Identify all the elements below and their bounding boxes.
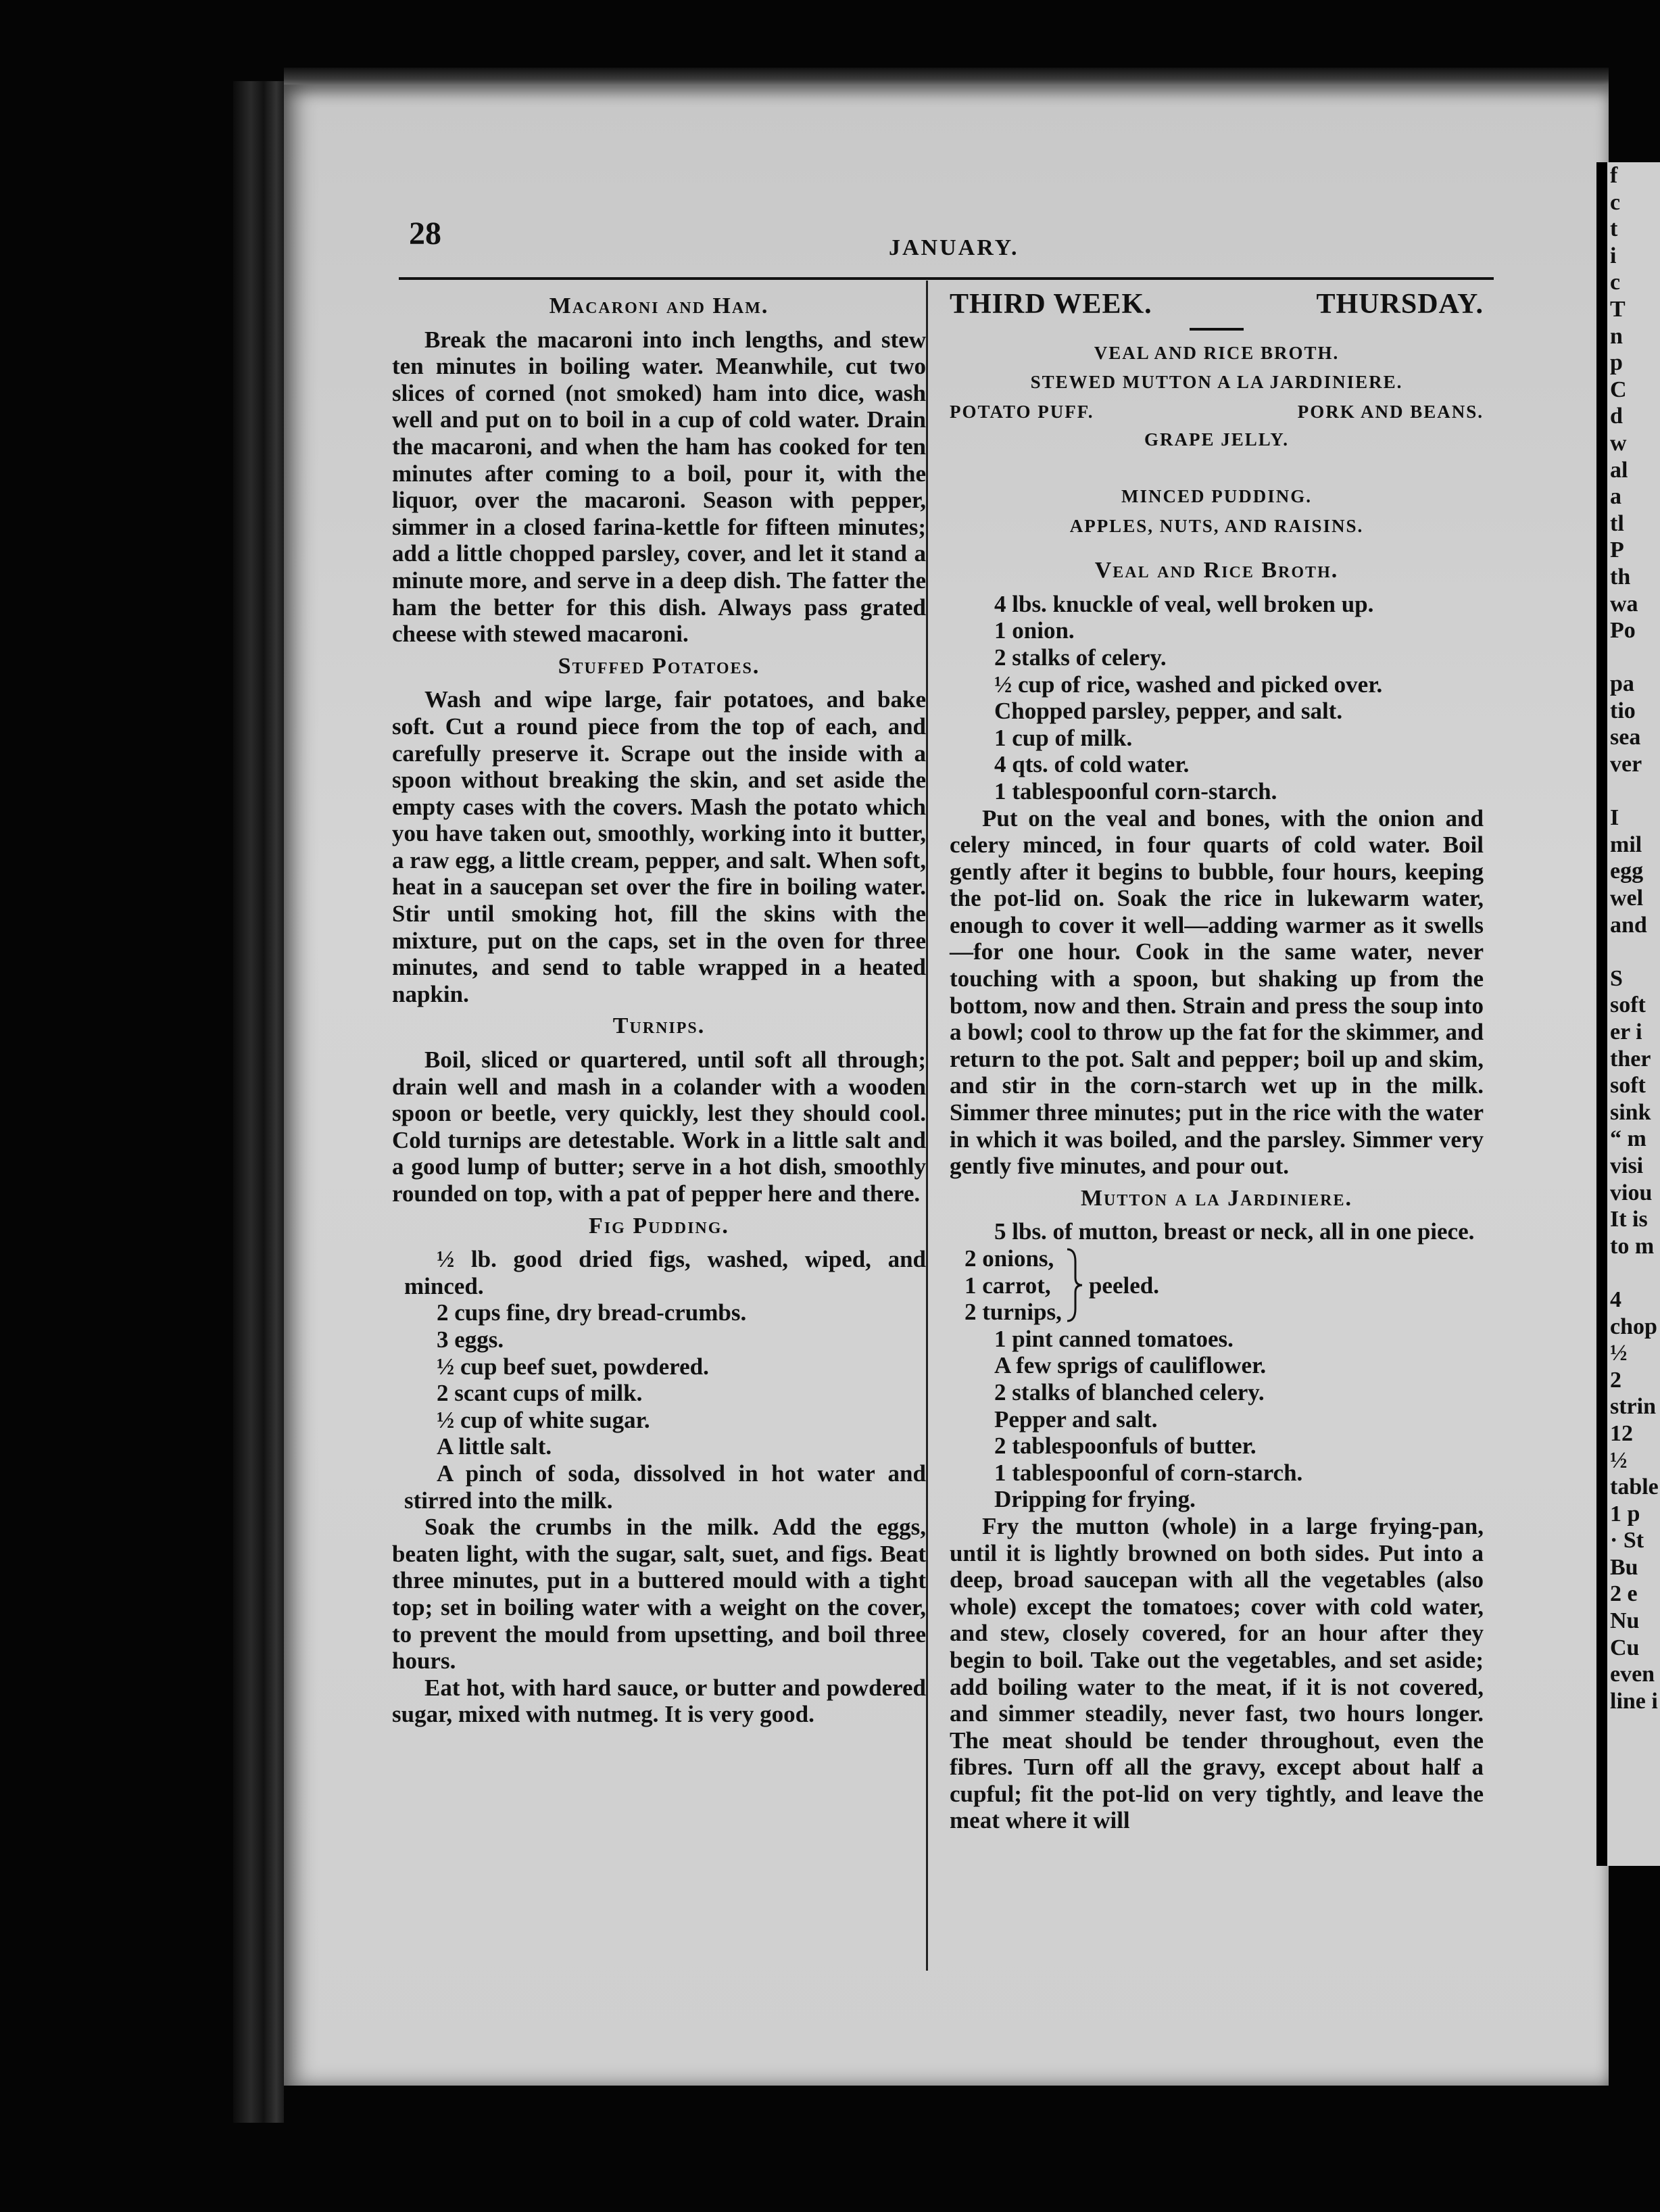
menu-spacer (950, 456, 1484, 482)
next-page-fragment: mil (1610, 832, 1642, 857)
next-page-fragment: pa (1610, 671, 1634, 697)
brace-items (965, 1245, 1062, 1326)
next-page-fragment: d (1610, 404, 1623, 429)
menu-item: APPLES, NUTS, AND RAISINS. (1069, 515, 1364, 536)
ingredient: 2 onions, (965, 1245, 1054, 1272)
next-page-fragment: Cu (1610, 1635, 1640, 1660)
next-page-fragment: wa (1610, 591, 1638, 617)
next-page-fragment: T (1610, 296, 1626, 322)
next-page-fragment: p (1610, 350, 1623, 376)
next-page-fragment: Bu (1610, 1554, 1638, 1580)
next-page-fragment: C (1610, 377, 1627, 402)
ingredient: A few sprigs of cauliflower. (994, 1352, 1267, 1379)
recipe-text-macaroni: Break the macaroni into inch lengths, and stew ten minutes in boiling water. Meanwhile, cut two slices of corned (not smoked) ham into dice, wash well and put on to boil in a cup of cold water. Drain the macaroni, and when the ham has cooked for ten minutes after coming to a boil, pour it, with the liquor, over the macaroni. Season with pepper, simmer in a closed farina-kettle for fifteen minutes; add a little chopped parsley, cover, and let it stand a minute more, and serve in a deep dish. The fatter the ham the better for this dish. Always pass grated cheese with stewed macaroni. (392, 326, 926, 648)
next-page-fragment: “ m (1610, 1126, 1646, 1152)
recipe-title-turnips: Turnips. (612, 1013, 706, 1039)
recipe-text-stuffed-potatoes: Wash and wipe large, fair potatoes, and bake soft. Cut a round piece from the top of each, and carefully preserve it. Scrape out the inside with a spoon without breaking the skin, and set aside the empty cases with the covers. Mash the potato which you have taken out, smoothly, working into it butter, a raw egg, a little cream, pepper, and salt. When soft, heat in a saucepan set over the fire in boiling water. Stir until smoking hot, fill the skins with the mixture, put on the caps, set in the oven for three minutes, and send to table wrapped in a heated napkin. (392, 686, 926, 1007)
ingredient: Pepper and salt. (994, 1405, 1158, 1433)
next-page-fragment: f (1610, 163, 1618, 188)
next-page-fragment: table (1610, 1474, 1659, 1500)
recipe-text-turnips: Boil, sliced or quartered, until soft all through; drain well and mash in a colander with a wooden spoon or beetle, very quickly, lest they should cool. Cold turnips are detestable. Work in a little salt and a good lump of butter; serve in a hot dish, smoothly rounded on top, with a pat of pepper here and there. (392, 1047, 926, 1207)
next-page-fragment: ½ (1610, 1447, 1628, 1473)
ingredient: 1 carrot, (965, 1272, 1051, 1299)
ingredient-list-fig-pudding (392, 1246, 926, 1514)
ingredient: Chopped parsley, pepper, and salt. (994, 698, 1343, 725)
next-page-fragment: sink (1610, 1099, 1651, 1125)
ingredient: 2 scant cups of milk. (437, 1380, 643, 1407)
next-page-fragment: ver (1610, 752, 1642, 777)
ingredient: 2 tablespoonfuls of butter. (994, 1433, 1256, 1460)
book-top-edge (284, 68, 1609, 87)
next-page-fragment: chop (1610, 1314, 1657, 1339)
week-day-heading (950, 291, 1484, 318)
next-page-fragment: sea (1610, 725, 1641, 750)
menu-item: VEAL AND RICE BROTH. (1094, 342, 1340, 363)
recipe-title-macaroni: Macaroni and Ham. (549, 293, 769, 318)
next-page-fragment: 2 e (1610, 1581, 1638, 1607)
next-page-fragment: egg (1610, 859, 1644, 884)
next-page-fragment: viou (1610, 1180, 1653, 1205)
next-page-fragment: to m (1610, 1233, 1655, 1259)
next-page-fragment: w (1610, 430, 1627, 456)
page-number: 28 (409, 216, 441, 251)
next-page-fragment: n (1610, 323, 1623, 349)
menu-item: PORK AND BEANS. (1297, 401, 1484, 422)
next-page-fragment: tl (1610, 510, 1624, 536)
day-label: THURSDAY. (1316, 289, 1484, 320)
next-page-fragment: 4 (1610, 1287, 1621, 1312)
menu-row (950, 399, 1484, 426)
ingredient: 5 lbs. of mutton, breast or neck, all in one piece. (994, 1218, 1475, 1245)
ingredient: ½ cup beef suet, powdered. (437, 1353, 709, 1380)
ingredient: A little salt. (437, 1433, 552, 1460)
ingredient: ½ cup of rice, washed and picked over. (994, 671, 1383, 698)
ingredient: 2 cups fine, dry bread-crumbs. (437, 1299, 747, 1326)
next-page-fragment (1607, 644, 1660, 671)
recipe-method-fig-pudding: Soak the crumbs in the milk. Add the eggs, beaten light, with the sugar, salt, suet, and figs. Beat three minutes, put in a buttered mould with a tight top; set in boiling water with a weight on the cover, to prevent the mould from upsetting, and boil three hours. (392, 1514, 926, 1675)
next-page-fragment: wel (1610, 886, 1644, 911)
ingredient: 3 eggs. (437, 1326, 504, 1353)
recipe-title-veal-broth: Veal and Rice Broth. (1094, 558, 1339, 583)
next-page-fragment: line i (1610, 1688, 1658, 1714)
next-page-fragment: It is (1610, 1207, 1648, 1232)
next-page-fragment: Nu (1610, 1608, 1640, 1634)
next-page-fragment: · St (1610, 1528, 1644, 1554)
next-page-fragment: even (1610, 1662, 1655, 1687)
next-page-fragment: 2 (1610, 1367, 1621, 1393)
recipe-title-mutton: Mutton a la Jardiniere. (1080, 1185, 1353, 1211)
running-head: JANUARY. (889, 235, 1019, 260)
ingredient: 1 tablespoonful of corn-starch. (994, 1459, 1303, 1486)
menu-rule (1190, 328, 1244, 331)
ingredient: 1 tablespoonful corn-starch. (994, 777, 1277, 804)
ingredient-list-mutton (950, 1326, 1484, 1513)
next-page-fragment (1607, 778, 1660, 805)
next-page-fragment: 1 p (1610, 1501, 1640, 1526)
recipe-title-fig-pudding: Fig Pudding. (589, 1213, 729, 1239)
next-page-fragment: and (1610, 912, 1647, 938)
next-page-fragment: P (1610, 537, 1624, 563)
menu (950, 340, 1484, 540)
next-page-fragment: Po (1610, 618, 1636, 644)
right-column (950, 287, 1484, 1834)
ingredient: 4 qts. of cold water. (994, 751, 1190, 778)
next-page-fragment: I (1610, 805, 1619, 831)
ingredient: 2 turnips, (965, 1299, 1062, 1326)
next-page-fragment: al (1610, 457, 1628, 483)
next-page-fragment: c (1610, 270, 1621, 295)
ingredient: ½ lb. good dried figs, washed, wiped, and minced. (404, 1246, 926, 1299)
menu-item: STEWED MUTTON A LA JARDINIERE. (1030, 372, 1403, 393)
peeled-vegetables-group (950, 1245, 1484, 1326)
ingredient: 4 lbs. knuckle of veal, well broken up. (994, 590, 1374, 617)
menu-item: GRAPE JELLY. (1144, 429, 1290, 450)
next-page-fragment: ½ (1610, 1341, 1628, 1366)
ingredient: 2 stalks of blanched celery. (994, 1378, 1265, 1405)
week-label: THIRD WEEK. (950, 289, 1152, 320)
ingredient-list-veal-broth (950, 591, 1484, 805)
next-page-fragment: er i (1610, 1019, 1642, 1044)
next-page-fragment: soft (1610, 1073, 1646, 1099)
next-page-fragment: soft (1610, 992, 1646, 1018)
next-page-fragment: S (1610, 965, 1623, 991)
ingredient: ½ cup of white sugar. (437, 1406, 650, 1433)
ingredient: A pinch of soda, dissolved in hot water and stirred into the milk. (404, 1460, 926, 1514)
menu-item: POTATO PUFF. (950, 401, 1094, 422)
next-page-fragment: 12 (1610, 1420, 1633, 1446)
next-page-fragment: i (1610, 243, 1617, 268)
ingredient: 2 stalks of celery. (994, 644, 1167, 671)
next-page-fragment: visi (1610, 1153, 1644, 1178)
recipe-method-veal-broth: Put on the veal and bones, with the onion and celery minced, in four quarts of cold water. Boil gently after it begins to bubble, four hours, keeping the pot-lid on. Soak the rice in lukewarm water, enough to cover it well—adding warmer as it swells—for one hour. Cook in the same water, never touching with a spoon, but shaking up from the bottom, now and then. Strain and press the soup into a bowl; cool to throw up the fat for the skimmer, and return to the pot. Salt and pepper; boil up and skim, and stir in the corn-starch wet up in the milk. Simmer three minutes; put in the rice with the water in which it was boiled, and the parsley. Simmer very gently five minutes, and pour out. (950, 804, 1484, 1180)
next-page-fragment: a (1610, 484, 1621, 510)
ingredient: 1 pint canned tomatoes. (994, 1325, 1234, 1352)
book-spine (233, 81, 284, 2123)
next-page-fragment: t (1610, 216, 1618, 242)
recipe-serving-fig-pudding: Eat hot, with hard sauce, or butter and powdered sugar, mixed with nutmeg. It is very good. (392, 1674, 926, 1728)
next-page-fragment: ther (1610, 1046, 1651, 1072)
ingredient: 1 cup of milk. (994, 724, 1133, 751)
ingredient: Dripping for frying. (994, 1486, 1196, 1513)
next-page-fragment: c (1610, 189, 1621, 215)
right-brace-icon (1066, 1248, 1083, 1322)
next-page-fragment: th (1610, 564, 1631, 590)
recipe-method-mutton: Fry the mutton (whole) in a large frying-pan, until it is lightly browned on both sides. Put into a deep, broad saucepan with all the vegetables (also whole) except the tomatoes; cover with cold water, and stew, closely covered, for an hour after they begin to boil. Take out the vegetables, and set aside; add boiling water to the meat, if it is not covered, and simmer steadily, never fast, two hours longer. The meat should be tender throughout, even the fibres. Turn off all the gravy, except about half a cupful; fit the pot-lid on very tightly, and leave the meat where it will (950, 1512, 1484, 1834)
next-page-fragment: tio (1610, 698, 1636, 723)
menu-item: MINCED PUDDING. (1121, 485, 1312, 506)
left-column (392, 287, 926, 1728)
next-page-fragment: strin (1610, 1394, 1656, 1420)
next-page-edge (1596, 162, 1660, 1866)
ingredient: 1 onion. (994, 617, 1075, 644)
next-page-fragment (1607, 938, 1660, 965)
next-page-fragment (1607, 1259, 1660, 1287)
brace-label: peeled. (1088, 1272, 1159, 1299)
header-rule (399, 277, 1494, 280)
column-divider (926, 281, 928, 1971)
recipe-title-stuffed-potatoes: Stuffed Potatoes. (558, 653, 760, 679)
